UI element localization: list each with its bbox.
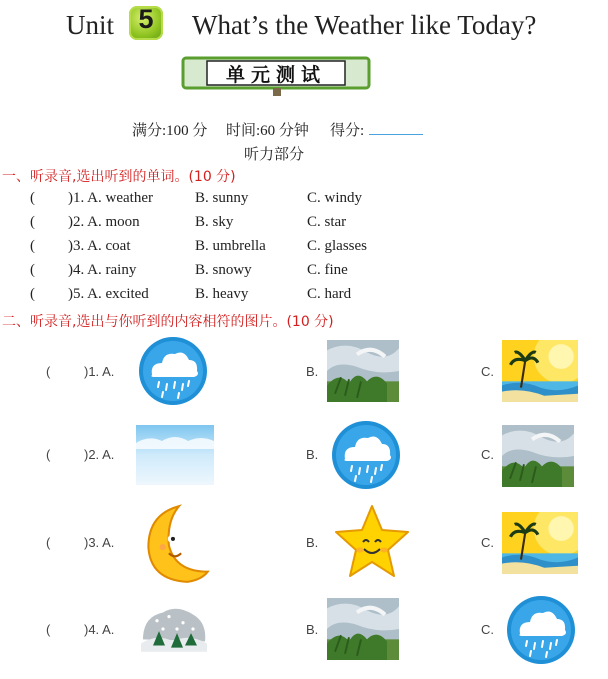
option-c: C. fine: [307, 262, 348, 278]
option-a: )3. A. coat: [68, 238, 131, 254]
sunny-beach-icon[interactable]: [502, 340, 578, 402]
snowy-landscape-icon[interactable]: [137, 598, 209, 660]
option-a: )1. A. weather: [68, 190, 153, 206]
option-c-label: C.: [481, 622, 494, 637]
option-b-label: B.: [306, 535, 319, 550]
windy-landscape-icon[interactable]: [327, 598, 399, 660]
option-b-label: B.: [306, 622, 319, 637]
option-a-label: )4. A.: [84, 622, 115, 637]
section2-heading: 二、听录音,选出与你听到的内容相符的图片。(10 分): [2, 314, 334, 330]
answer-blank[interactable]: (: [30, 262, 35, 278]
option-c-label: C.: [481, 364, 494, 379]
option-a: )2. A. moon: [68, 214, 140, 230]
option-c: C. glasses: [307, 238, 367, 254]
full-marks: 满分:100 分: [132, 123, 208, 139]
rain-cloud-icon[interactable]: [137, 335, 209, 407]
section1-heading: 一、听录音,选出听到的单词。(10 分): [2, 169, 236, 185]
windy-landscape-icon[interactable]: [327, 340, 399, 402]
option-b-label: B.: [306, 447, 319, 462]
answer-blank[interactable]: (: [46, 364, 51, 379]
listening-part: 听力部分: [244, 147, 305, 163]
option-a-label: )3. A.: [84, 535, 115, 550]
moon-icon[interactable]: [137, 500, 213, 586]
answer-blank[interactable]: (: [30, 214, 35, 230]
option-b-label: B.: [306, 364, 319, 379]
answer-blank[interactable]: (: [30, 238, 35, 254]
answer-blank[interactable]: (: [46, 622, 51, 637]
option-c: C. star: [307, 214, 347, 230]
answer-blank[interactable]: (: [46, 447, 51, 462]
star-icon[interactable]: [329, 502, 415, 582]
rain-cloud-icon[interactable]: [505, 594, 577, 666]
option-a: )5. A. excited: [68, 286, 149, 302]
option-a: )4. A. rainy: [68, 262, 137, 278]
score-label: 得分:: [330, 123, 365, 139]
sunny-beach-icon[interactable]: [502, 512, 578, 574]
option-c: C. hard: [307, 286, 352, 302]
option-c: C. windy: [307, 190, 363, 206]
option-c-label: C.: [481, 447, 494, 462]
answer-blank[interactable]: (: [46, 535, 51, 550]
option-a-label: )2. A.: [84, 447, 115, 462]
rain-cloud-icon[interactable]: [330, 419, 402, 491]
option-b: B. sky: [195, 214, 234, 230]
option-a-label: )1. A.: [84, 364, 115, 379]
option-b: B. snowy: [195, 262, 252, 278]
sky-icon[interactable]: [136, 425, 214, 485]
windy-landscape-icon[interactable]: [502, 425, 574, 487]
option-b: B. umbrella: [195, 238, 266, 254]
answer-blank[interactable]: (: [30, 190, 35, 206]
option-b: B. heavy: [195, 286, 249, 302]
time-limit: 时间:60 分钟: [226, 123, 309, 139]
banner-title: 单元测试: [225, 64, 326, 86]
option-c-label: C.: [481, 535, 494, 550]
page-title: What’s the Weather like Today?: [192, 10, 537, 40]
unit-word: Unit: [66, 10, 115, 40]
score-blank[interactable]: [369, 134, 423, 135]
unit-number: 5: [138, 4, 154, 34]
option-b: B. sunny: [195, 190, 249, 206]
answer-blank[interactable]: (: [30, 286, 35, 302]
